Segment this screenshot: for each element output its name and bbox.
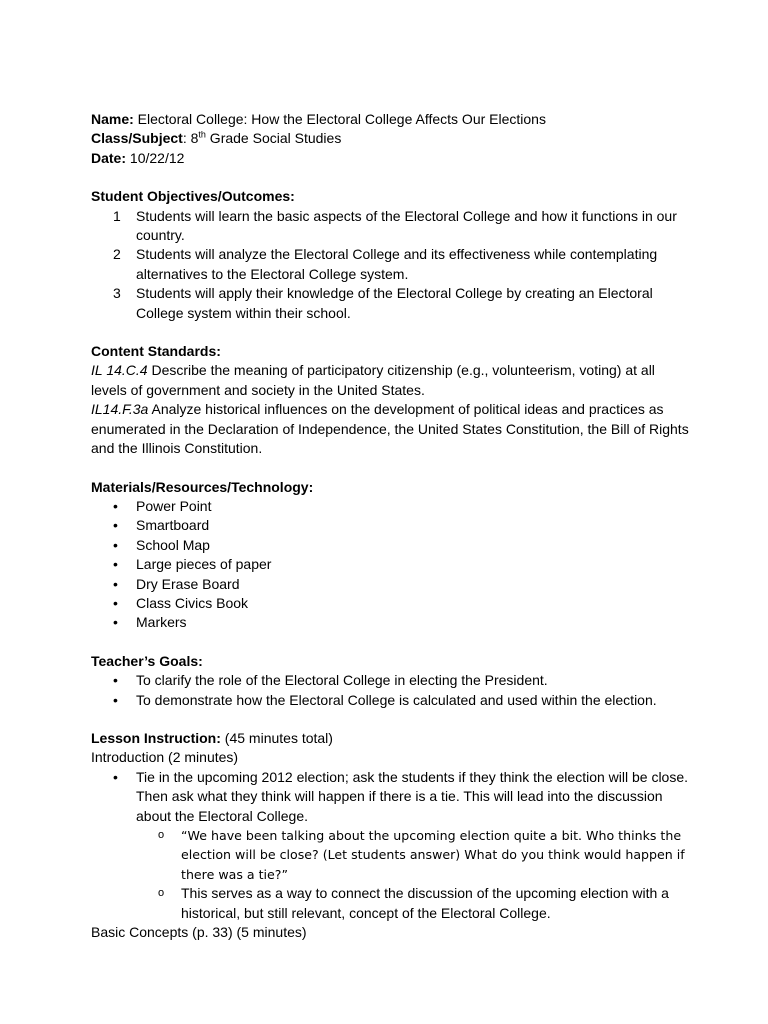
item-text: School Map: [136, 536, 210, 553]
item-text: This serves as a way to connect the discussion of the upcoming election with a historical, but still relevant, concept of the Electoral College.: [181, 885, 669, 921]
lesson-plan: [91, 110, 691, 942]
class-label: Class/Subject: [91, 130, 183, 147]
lesson-heading-note: (45 minutes total): [220, 729, 333, 746]
materials-heading: Materials/Resources/Technology:: [91, 478, 314, 495]
basic-concepts-label: Basic Concepts (p. 33) (5 minutes): [91, 924, 307, 941]
sub-bullet-glyph: o: [158, 887, 165, 900]
bullet-glyph: •: [113, 517, 118, 534]
goals-list: [91, 671, 691, 710]
date-label: Date:: [91, 149, 127, 166]
bullet-glyph: •: [113, 575, 118, 592]
list-item: [91, 207, 691, 246]
list-item: [91, 516, 691, 535]
item-text: Power Point: [136, 497, 212, 514]
list-item: [91, 284, 691, 323]
list-item: [91, 671, 691, 690]
class-rest: Grade Social Studies: [205, 130, 342, 147]
item-text: Markers: [136, 614, 187, 631]
list-item: [91, 245, 691, 284]
intro-label: Introduction (2 minutes): [91, 749, 239, 766]
list-item: [91, 613, 691, 632]
item-text: Students will apply their knowledge of the Electoral College by creating an Electoral College system within their school.: [136, 285, 653, 321]
item-number: 3: [113, 285, 121, 302]
standard-item: [91, 400, 691, 458]
bullet-glyph: •: [113, 536, 118, 553]
sub-bullet-glyph: o: [158, 829, 165, 841]
standard-code: IL14.F.3a: [91, 401, 149, 418]
standards-heading: Content Standards:: [91, 343, 221, 360]
item-text: Smartboard: [136, 517, 210, 534]
date-line: [91, 149, 691, 168]
bullet-glyph: •: [113, 614, 118, 631]
item-text: To clarify the role of the Electoral College in electing the President.: [136, 672, 548, 689]
list-item: [91, 536, 691, 555]
intro-list: [91, 768, 691, 826]
bullet-glyph: •: [113, 556, 118, 573]
list-item: [91, 497, 691, 516]
list-item: [91, 768, 691, 826]
item-text: Class Civics Book: [136, 594, 249, 611]
item-text: To demonstrate how the Electoral College is calculated and used within the election.: [136, 691, 657, 708]
standard-code: IL 14.C.4: [91, 362, 148, 379]
name-value: Electoral College: How the Electoral College Affects Our Elections: [133, 111, 546, 127]
lesson-heading-line: [91, 729, 691, 748]
item-text: Tie in the upcoming 2012 election; ask the students if they think the election will be close. Then ask what they think will happen if there is a tie. This will lead into the discussion about the Electoral College.: [136, 768, 689, 824]
list-item: [91, 575, 691, 594]
list-item: [91, 594, 691, 613]
sub-list-item: [91, 884, 691, 923]
bullet-glyph: •: [113, 768, 118, 785]
bullet-glyph: •: [113, 672, 118, 689]
bullet-glyph: •: [113, 691, 118, 708]
class-sup: th: [198, 129, 206, 140]
item-text: Students will learn the basic aspects of the Electoral College and how it functions in our country.: [136, 207, 677, 244]
goals-heading: Teacher’s Goals:: [91, 652, 203, 669]
bullet-glyph: •: [113, 497, 118, 514]
lesson-heading: Lesson Instruction:: [91, 729, 221, 746]
standard-text: Describe the meaning of participatory citizenship (e.g., volunteerism, voting) at all levels of government and society in the United States.: [91, 362, 655, 398]
bullet-glyph: •: [113, 594, 118, 611]
item-text: “We have been talking about the upcoming election quite a bit. Who thinks the election will be close? (Let students answer) What do you think would happen if there was a tie?”: [181, 828, 685, 882]
date-value: 10/22/12: [126, 149, 185, 166]
name-line: [91, 110, 691, 129]
objectives-heading: Student Objectives/Outcomes:: [91, 188, 295, 205]
sub-list-item: [91, 826, 691, 884]
item-text: Students will analyze the Electoral College and its effectiveness while contemplating alternatives to the Electoral College system.: [136, 246, 658, 282]
list-item: [91, 555, 691, 574]
item-number: 1: [113, 207, 121, 224]
class-colon: : 8: [182, 130, 199, 147]
objectives-list: [91, 207, 691, 323]
standard-text: Analyze historical influences on the development of political ideas and practices as enumerated in the Declaration of Independence, the United States Constitution, the Bill of Rights and the Illinois Constitution.: [91, 401, 689, 457]
list-item: [91, 691, 691, 710]
item-text: Large pieces of paper: [136, 556, 272, 573]
class-line: [91, 129, 691, 148]
standard-item: [91, 361, 691, 400]
materials-list: [91, 497, 691, 633]
item-number: 2: [113, 246, 121, 263]
item-text: Dry Erase Board: [136, 575, 240, 592]
name-label: Name:: [91, 111, 134, 127]
intro-sub-list: [91, 826, 691, 923]
